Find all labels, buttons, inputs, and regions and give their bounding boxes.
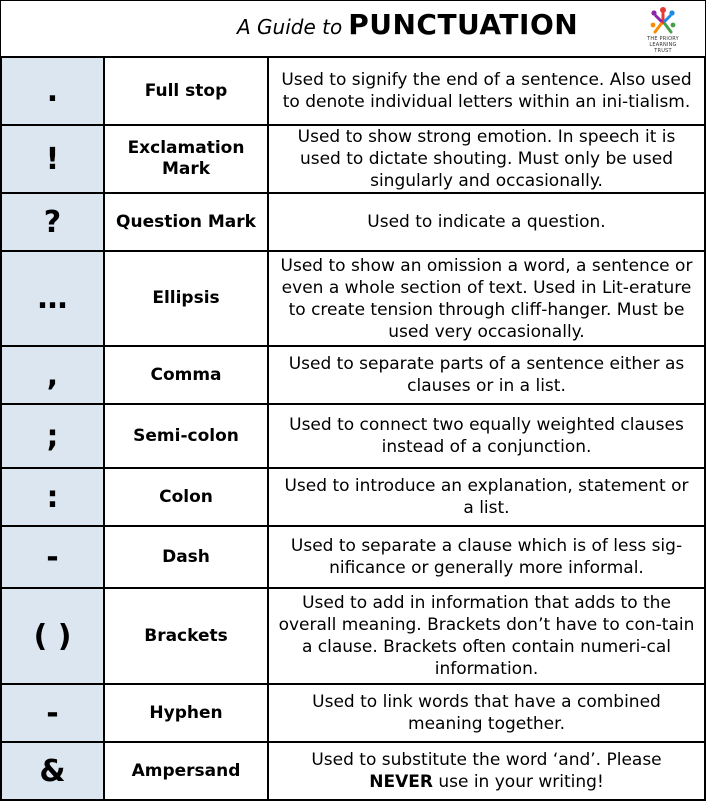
description-cell	[268, 742, 705, 800]
name-cell: Full stop	[104, 57, 268, 125]
description-cell: Used to link words that have a combined meaning together.	[268, 684, 705, 742]
description-emphasis: NEVER	[369, 772, 433, 792]
description-cell: Used to show an omission a word, a sentence or even a whole section of text. Used in Lit-erature to create tension through cliff-hanger. Must be used very occasionally.	[268, 251, 705, 346]
table-row	[1, 404, 705, 468]
description-cell: Used to connect two equally weighted clauses instead of a conjunction.	[268, 404, 705, 468]
description-cell: Used to separate parts of a sentence either as clauses or in a list.	[268, 346, 705, 404]
symbol-cell: !	[1, 125, 104, 193]
symbol-cell: ;	[1, 404, 104, 468]
name-cell: Hyphen	[104, 684, 268, 742]
logo-figures-icon	[648, 5, 678, 35]
title-main: PUNCTUATION	[348, 8, 579, 41]
punctuation-table	[0, 56, 706, 801]
symbol-cell: ( )	[1, 588, 104, 684]
logo-line-1: THE PRIORY	[647, 36, 679, 42]
symbol-cell: &	[1, 742, 104, 800]
symbol-cell: -	[1, 526, 104, 588]
table-row	[1, 251, 705, 346]
header	[0, 0, 706, 56]
description-text: use in your writing!	[438, 772, 604, 792]
name-cell: Dash	[104, 526, 268, 588]
title-prefix: A Guide to	[237, 15, 343, 39]
symbol-cell: .	[1, 57, 104, 125]
symbol-cell: ?	[1, 193, 104, 251]
description-text: Used to substitute the word ‘and’. Please	[311, 750, 662, 770]
name-cell: Colon	[104, 468, 268, 526]
table-row	[1, 125, 705, 193]
description-cell: Used to separate a clause which is of less sig-nificance or generally more informal.	[268, 526, 705, 588]
table-row	[1, 57, 705, 125]
page-title	[237, 3, 578, 53]
description-cell: Used to introduce an explanation, statement or a list.	[268, 468, 705, 526]
name-cell: Semi-colon	[104, 404, 268, 468]
table-row	[1, 684, 705, 742]
description-cell: Used to show strong emotion. In speech it is used to dictate shouting. Must only be used singularly and occasionally.	[268, 125, 705, 193]
table-row	[1, 526, 705, 588]
table-row	[1, 346, 705, 404]
name-cell: Ellipsis	[104, 251, 268, 346]
symbol-cell: -	[1, 684, 104, 742]
table-row	[1, 588, 705, 684]
name-cell: Comma	[104, 346, 268, 404]
priory-logo	[641, 5, 685, 53]
table-row	[1, 468, 705, 526]
table-row	[1, 742, 705, 800]
table-row	[1, 193, 705, 251]
name-cell: Exclamation Mark	[104, 125, 268, 193]
description-cell: Used to add in information that adds to the overall meaning. Brackets don’t have to con-tain a clause. Brackets often contain numeri-cal information.	[268, 588, 705, 684]
symbol-cell: :	[1, 468, 104, 526]
logo-line-2: LEARNING TRUST	[649, 42, 677, 54]
symbol-cell: ,	[1, 346, 104, 404]
description-cell: Used to signify the end of a sentence. Also used to denote individual letters within an ini-tialism.	[268, 57, 705, 125]
description-cell: Used to indicate a question.	[268, 193, 705, 251]
symbol-cell: …	[1, 251, 104, 346]
name-cell: Question Mark	[104, 193, 268, 251]
name-cell: Ampersand	[104, 742, 268, 800]
name-cell: Brackets	[104, 588, 268, 684]
